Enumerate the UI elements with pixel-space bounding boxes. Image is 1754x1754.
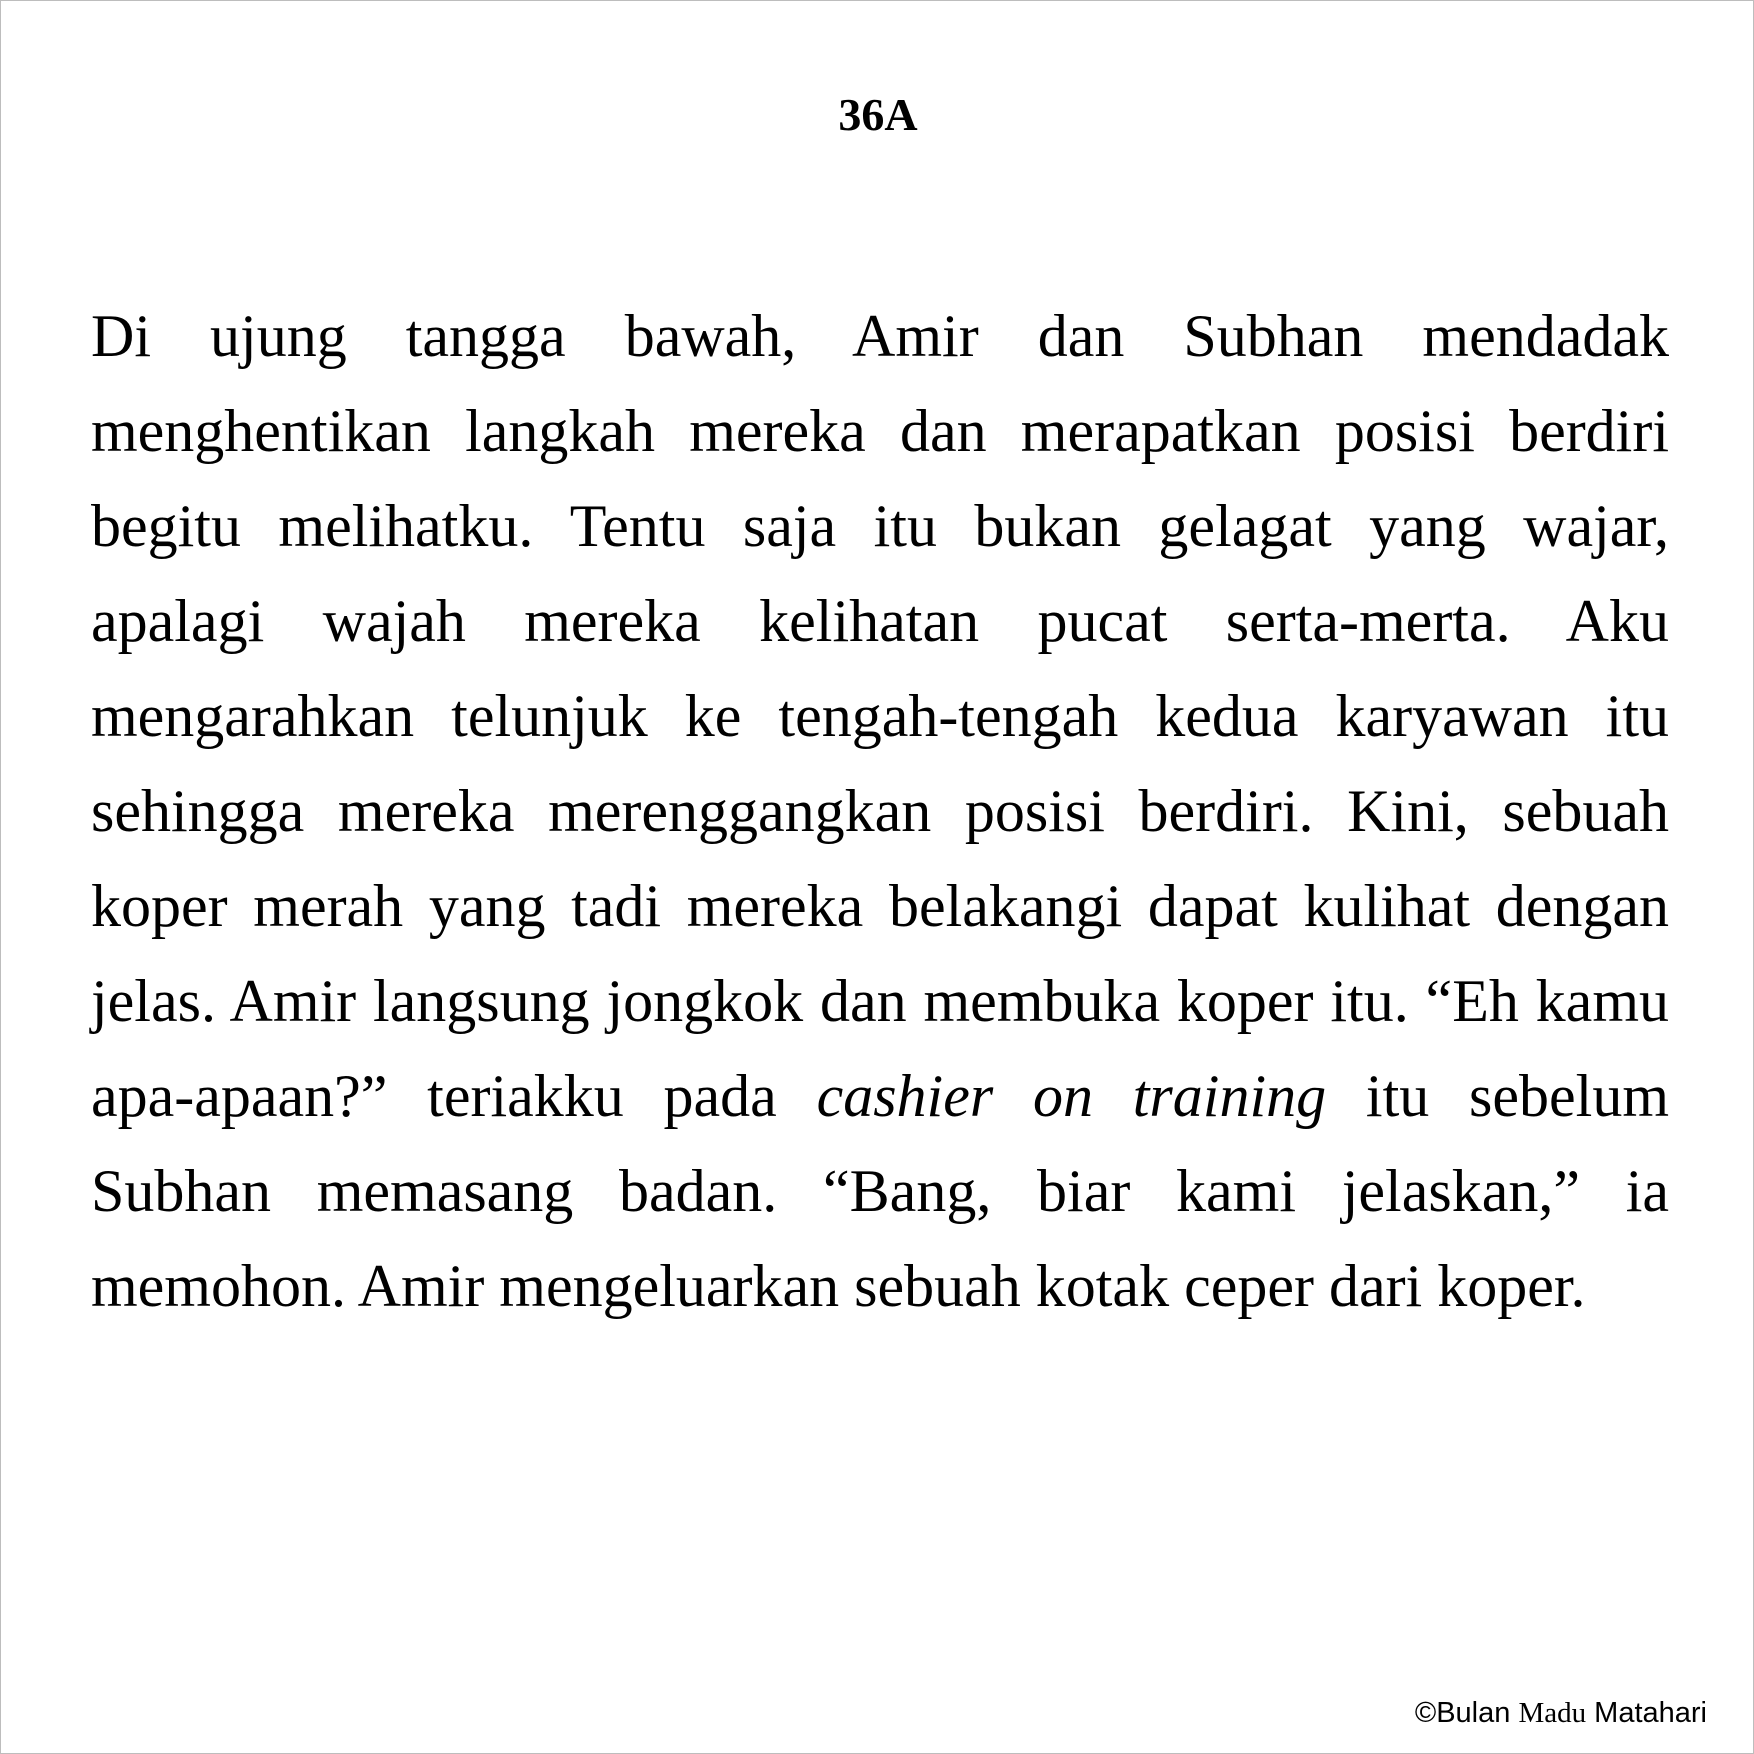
- body-italic-phrase: cashier on training: [816, 1063, 1327, 1129]
- body-text-part-2: itu sebelum Subhan memasang badan. “Bang, biar kami jelaskan,” ia memohon. Amir mengeluarkan sebuah kotak ceper dari koper.: [91, 1063, 1669, 1319]
- copyright-suffix: Matahari: [1586, 1697, 1707, 1729]
- copyright-notice: [1415, 1695, 1707, 1731]
- body-text-part-1: Di ujung tangga bawah, Amir dan Subhan mendadak menghentikan langkah mereka dan merapatkan posisi berdiri begitu melihatku. Tentu saja itu bukan gelagat yang wajar, apalagi wajah mereka kelihatan pucat serta-merta. Aku mengarahkan telunjuk ke tengah-tengah kedua karyawan itu sehingga mereka merenggangkan posisi berdiri. Kini, sebuah koper merah yang tadi mereka belakangi dapat kulihat dengan jelas. Amir langsung jongkok dan membuka koper itu. “Eh kamu apa-apaan?” teriakku pada: [91, 303, 1669, 1129]
- body-paragraph: [91, 289, 1669, 1334]
- copyright-middle-word: Madu: [1518, 1697, 1587, 1729]
- copyright-prefix: ©Bulan: [1414, 1697, 1519, 1729]
- page-title: 36A: [838, 89, 918, 140]
